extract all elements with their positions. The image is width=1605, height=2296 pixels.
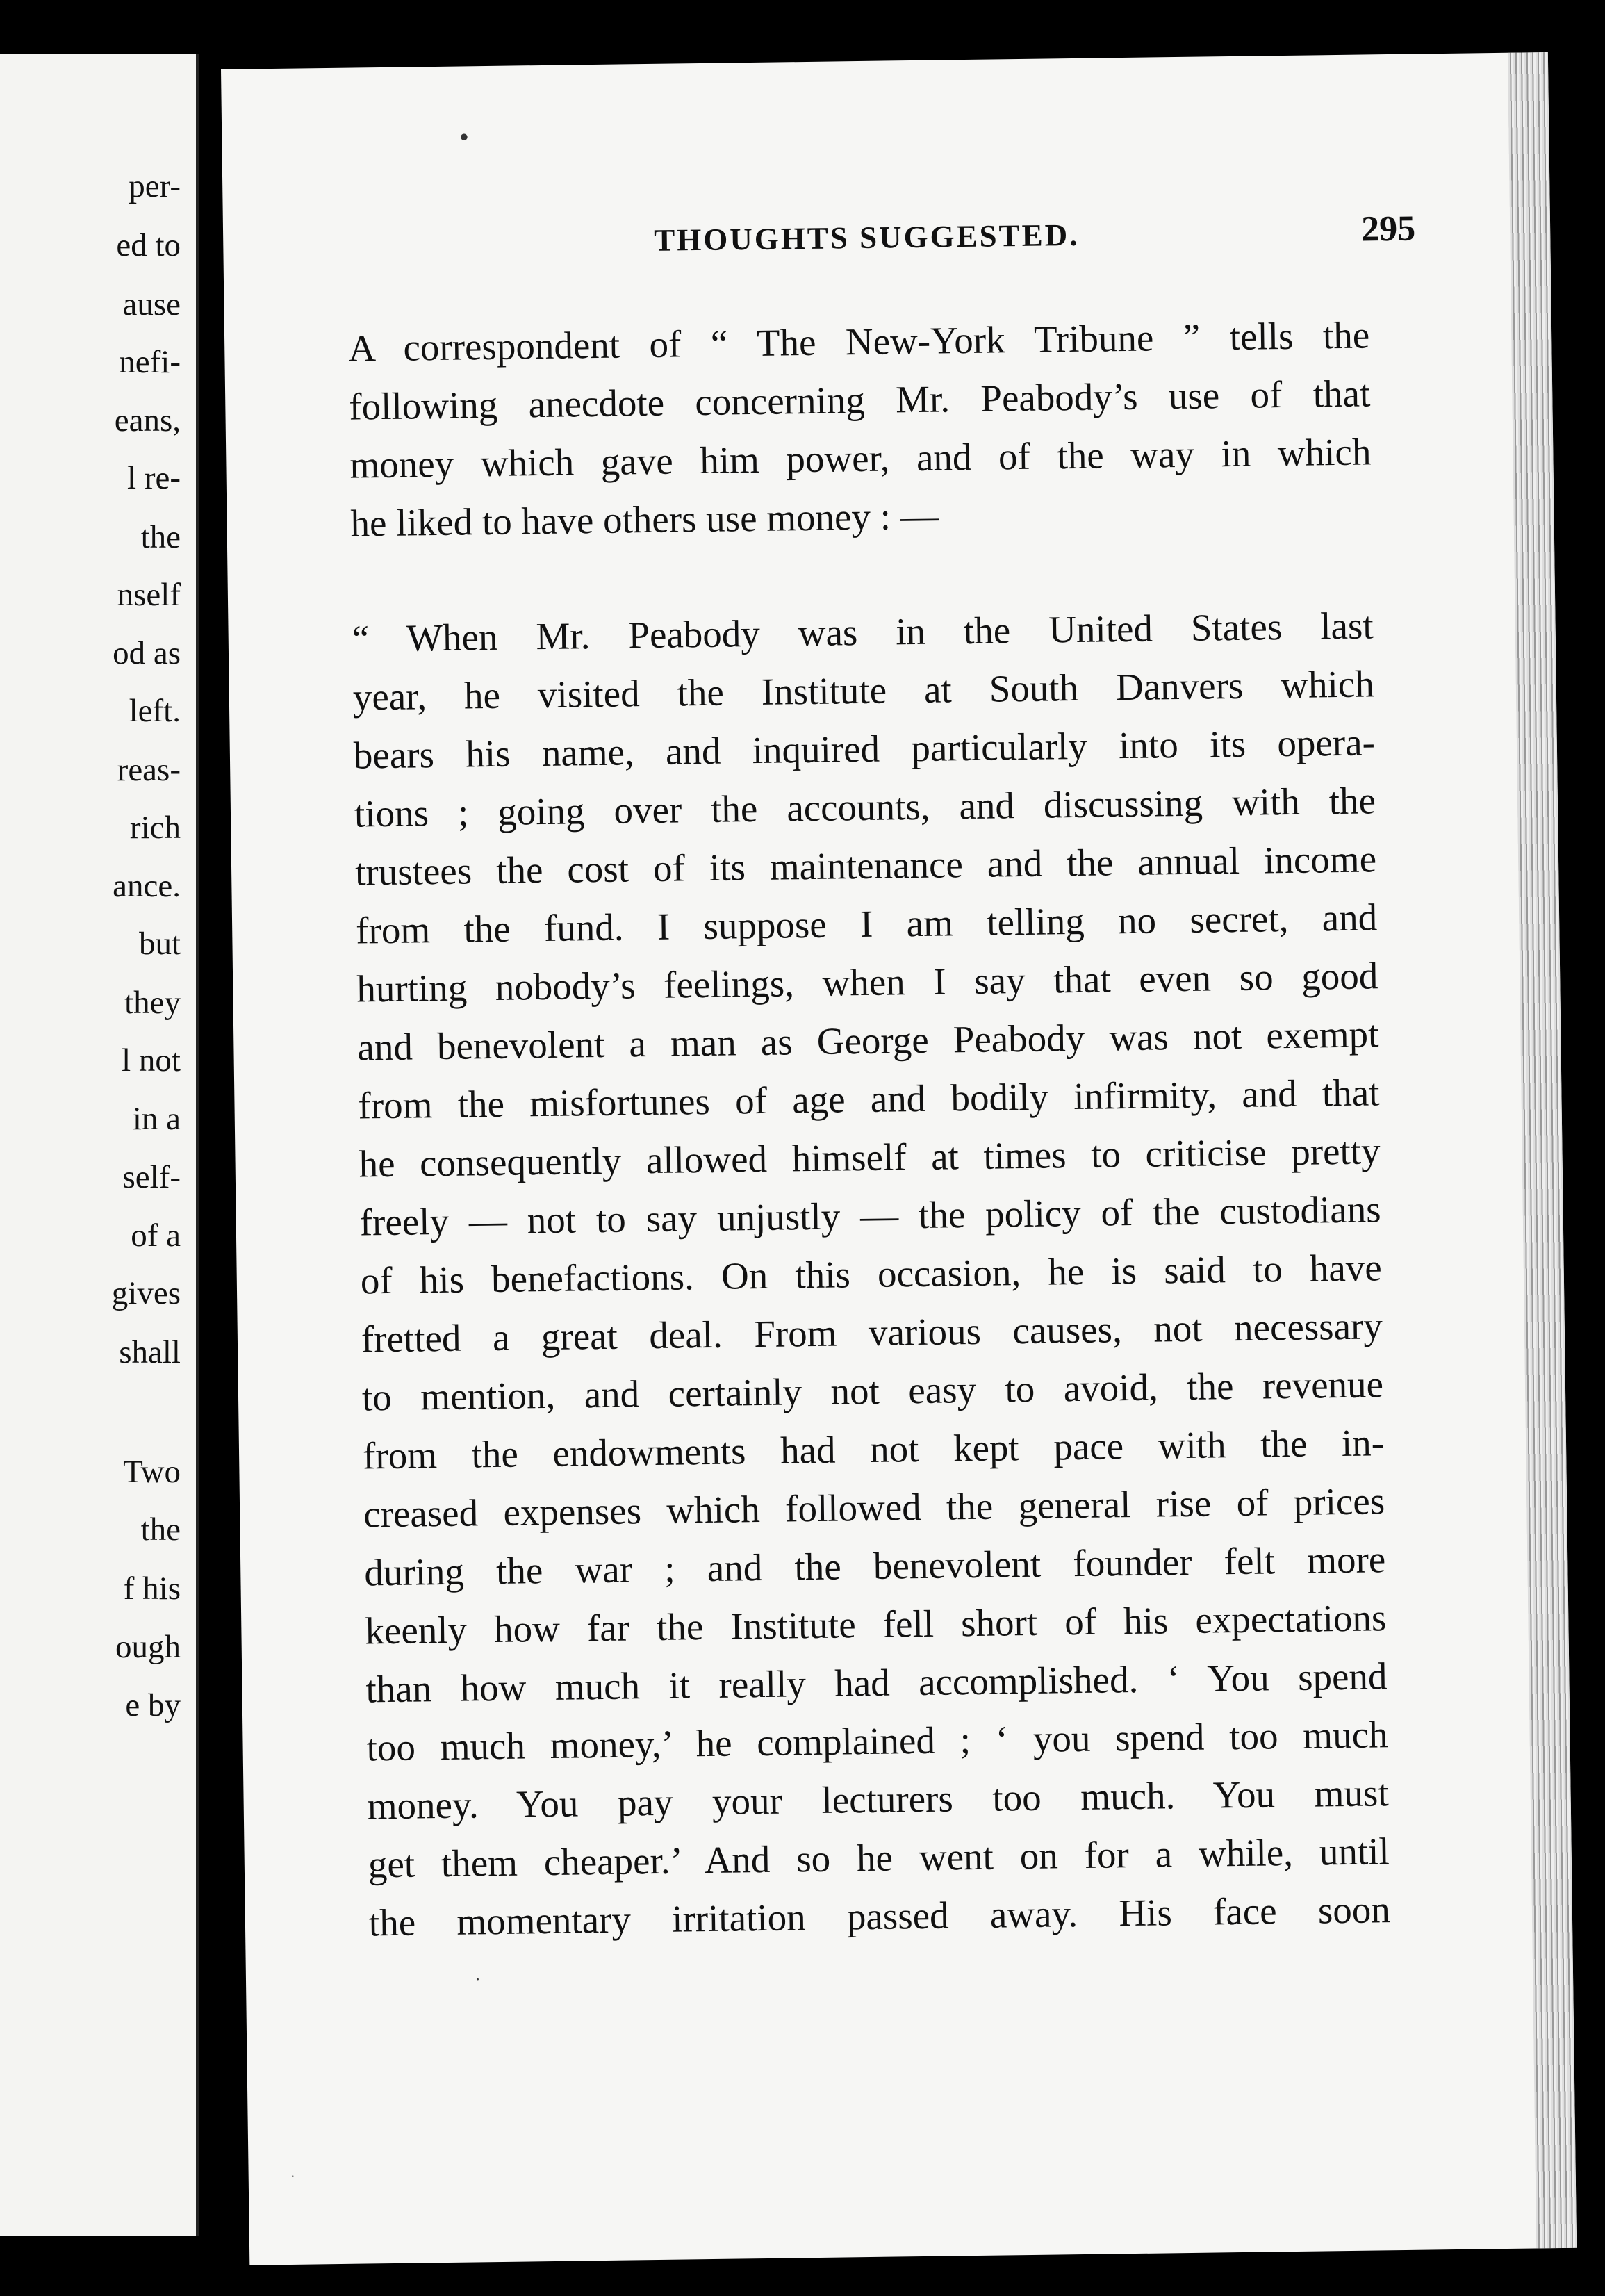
facing-line: l re- bbox=[127, 460, 181, 496]
text-line: “ When Mr. Peabody was in the United States last bbox=[352, 604, 1374, 660]
facing-line: od as bbox=[113, 635, 181, 671]
facing-line: ause bbox=[122, 286, 181, 322]
facing-line: f his bbox=[123, 1571, 181, 1607]
page-edge-stack bbox=[1508, 52, 1577, 2248]
text-line: trustees the cost of its maintenance and the annual income bbox=[354, 837, 1377, 894]
text-line: of his benefactions. On this occasion, he is said to have bbox=[360, 1246, 1383, 1302]
facing-line: the bbox=[140, 1511, 181, 1548]
facing-line: l not bbox=[122, 1042, 181, 1079]
facing-line: nself bbox=[117, 577, 181, 613]
facing-page-fragment bbox=[0, 54, 199, 2236]
text-line: during the war ; and the benevolent founder felt more bbox=[363, 1538, 1386, 1594]
text-line: following anecdote concerning Mr. Peabody’s use of that bbox=[348, 372, 1371, 428]
text-line: A correspondent of “ The New-York Tribune ” tells the bbox=[347, 313, 1370, 370]
text-line: and benevolent a man as George Peabody was not exempt bbox=[357, 1012, 1379, 1069]
facing-line: eans, bbox=[114, 402, 181, 438]
text-line: too much money,’ he complained ; ‘ you spend too much bbox=[366, 1713, 1388, 1769]
facing-line: in a bbox=[132, 1101, 181, 1137]
facing-line: left. bbox=[129, 693, 181, 729]
speck-mark: · bbox=[475, 1970, 481, 1988]
speck-mark: · bbox=[290, 2167, 296, 2185]
text-line: the momentary irritation passed away. His face soon bbox=[368, 1888, 1391, 1944]
facing-line: Two bbox=[123, 1454, 181, 1490]
facing-line: they bbox=[124, 985, 181, 1021]
facing-line: reas- bbox=[117, 752, 181, 788]
facing-line: e by bbox=[125, 1687, 181, 1723]
facing-line: ough bbox=[115, 1629, 181, 1665]
text-line: to mention, and certainly not easy to avoid, the revenue bbox=[361, 1363, 1384, 1419]
text-line: creased expenses which followed the general rise of prices bbox=[363, 1479, 1385, 1536]
facing-line: self- bbox=[122, 1159, 181, 1195]
book-page bbox=[221, 52, 1577, 2265]
text-line: get them cheaper.’ And so he went on for a while, until bbox=[368, 1830, 1390, 1886]
text-line: bears his name, and inquired particularly into its opera- bbox=[353, 721, 1376, 777]
facing-line: ance. bbox=[113, 868, 181, 904]
facing-line: gives bbox=[111, 1275, 181, 1311]
text-line: freely — not to say unjustly — the policy of the custodians bbox=[359, 1188, 1382, 1244]
text-line: tions ; going over the accounts, and discussing with the bbox=[354, 779, 1376, 835]
text-line: money. You pay your lecturers too much. You must bbox=[367, 1771, 1390, 1828]
text-line: keenly how far the Institute fell short of his expectations bbox=[365, 1596, 1387, 1653]
text-line: fretted a great deal. From various causes, not necessary bbox=[361, 1304, 1383, 1361]
running-head: THOUGHTS SUGGESTED. bbox=[653, 217, 1080, 258]
facing-line: shall bbox=[119, 1334, 181, 1370]
facing-line: rich bbox=[129, 810, 181, 846]
text-line: hurting nobody’s feelings, when I say that even so good bbox=[356, 954, 1378, 1010]
text-line: year, he visited the Institute at South Danvers which bbox=[352, 662, 1375, 719]
text-line: he consequently allowed himself at times to criticise pretty bbox=[359, 1129, 1381, 1186]
facing-line: per- bbox=[129, 168, 181, 204]
text-line: from the misfortunes of age and bodily infirmity, and that bbox=[358, 1071, 1380, 1127]
speck-mark: ● bbox=[459, 127, 469, 145]
text-line: from the fund. I suppose I am telling no secret, and bbox=[355, 896, 1378, 952]
facing-line: nefi- bbox=[119, 344, 181, 380]
text-line: than how much it really had accomplished. ‘ You spend bbox=[365, 1655, 1388, 1711]
facing-line: the bbox=[140, 519, 181, 555]
facing-line: of a bbox=[131, 1217, 181, 1254]
text-line: money which gave him power, and of the way in which bbox=[349, 430, 1372, 486]
facing-line: but bbox=[138, 926, 181, 962]
facing-line: ed to bbox=[116, 227, 181, 263]
text-line: he liked to have others use money : — bbox=[350, 494, 939, 545]
text-line: from the endowments had not kept pace with the in- bbox=[362, 1421, 1385, 1477]
page-number: 295 bbox=[1360, 208, 1416, 249]
